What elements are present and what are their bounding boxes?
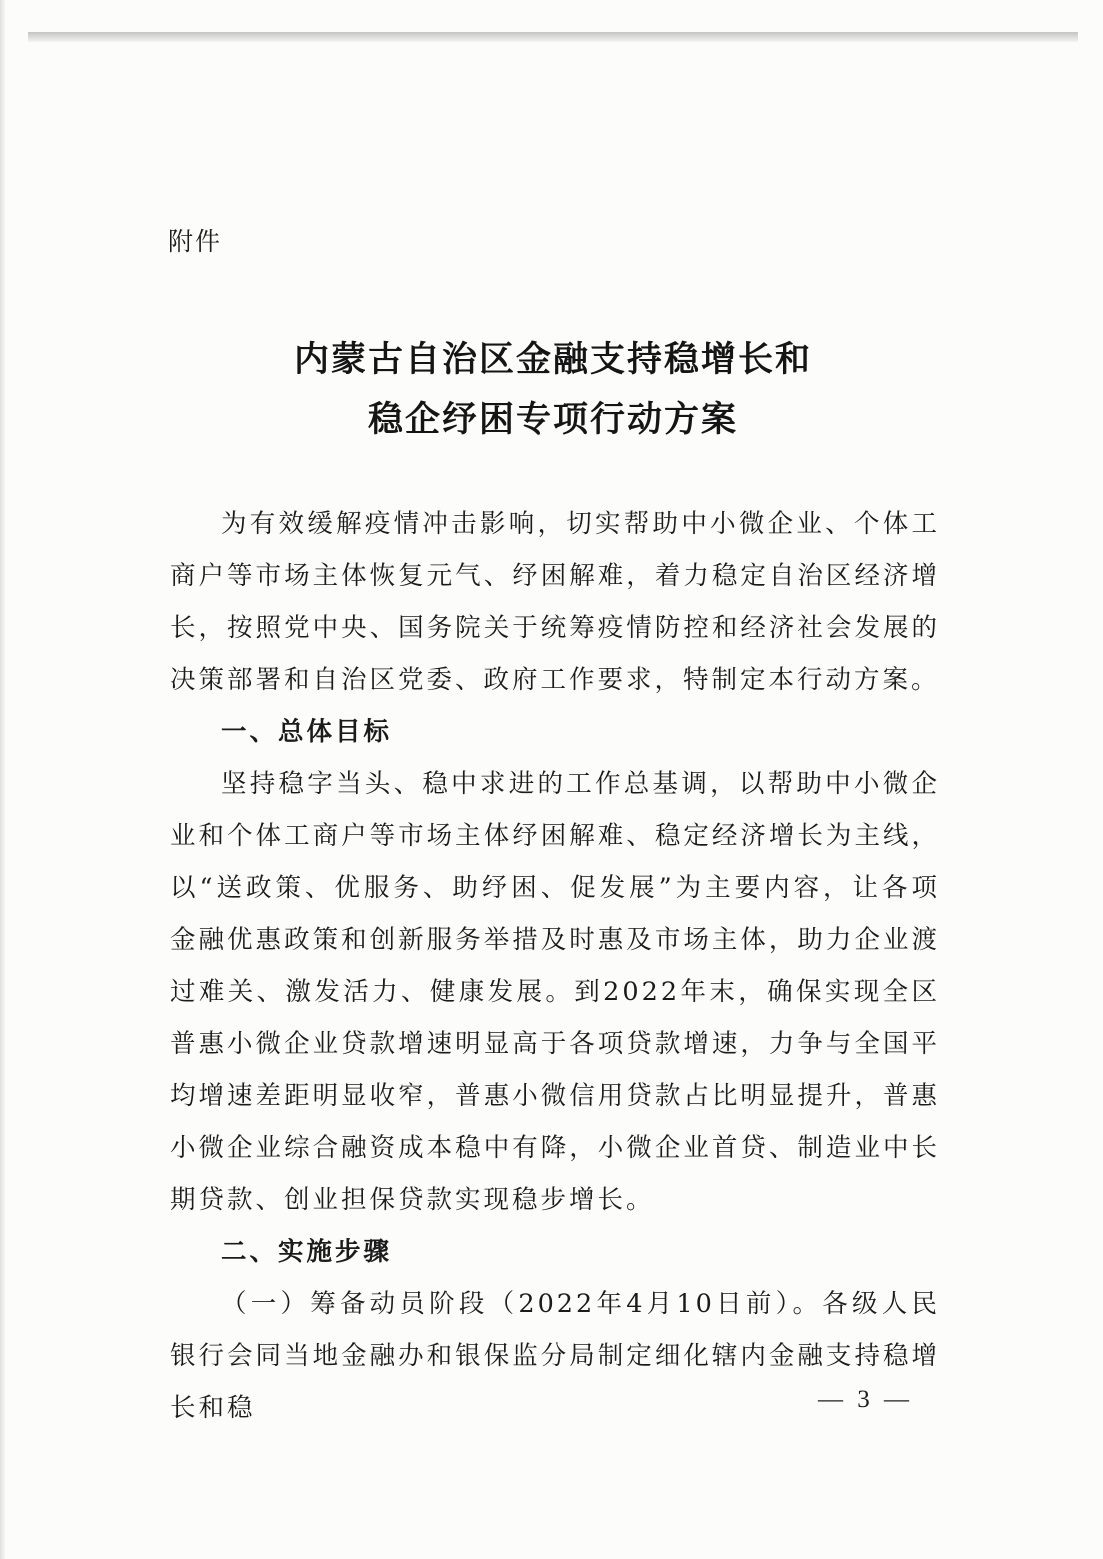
scan-edge-left (0, 0, 6, 1559)
section-heading-overall-goals: 一、总体目标 (221, 717, 393, 747)
section-heading-implementation-steps: 二、实施步骤 (221, 1237, 393, 1267)
document-body (170, 498, 940, 1434)
step-1-text: （2022年4月10日前）。各级人民银行会同当地金融办和银保监分局制定细化辖内金融支持稳增长和稳 (170, 1289, 940, 1423)
overall-goals-paragraph: 坚持稳字当头、稳中求进的工作总基调，以帮助中小微企业和个体工商户等市场主体纾困解难、稳定经济增长为主线，以“送政策、优服务、助纾困、促发展”为主要内容，让各项金融优惠政策和创新服务举措及时惠及市场主体，助力企业渡过难关、激发活力、健康发展。到2022年末，确保实现全区普惠小微企业贷款增速明显高于各项贷款增速，力争与全国平均增速差距明显收窄，普惠小微信用贷款占比明显提升，普惠小微企业综合融资成本稳中有降，小微企业首贷、制造业中长期贷款、创业担保贷款实现稳步增长。 (170, 769, 940, 1215)
scan-edge-top (28, 32, 1078, 42)
intro-paragraph: 为有效缓解疫情冲击影响，切实帮助中小微企业、个体工商户等市场主体恢复元气、纾困解难，着力稳定自治区经济增长，按照党中央、国务院关于统筹疫情防控和经济社会发展的决策部署和自治区党委、政府工作要求，特制定本行动方案。 (170, 509, 940, 695)
document-title-line-1: 内蒙古自治区金融支持稳增长和 (293, 340, 812, 380)
step-1-label: （一）筹备动员阶段 (221, 1289, 489, 1319)
attachment-label: 附件 (168, 227, 223, 256)
document-title-line-2: 稳企纾困专项行动方案 (367, 400, 738, 440)
page-number: — 3 — (818, 1386, 913, 1413)
